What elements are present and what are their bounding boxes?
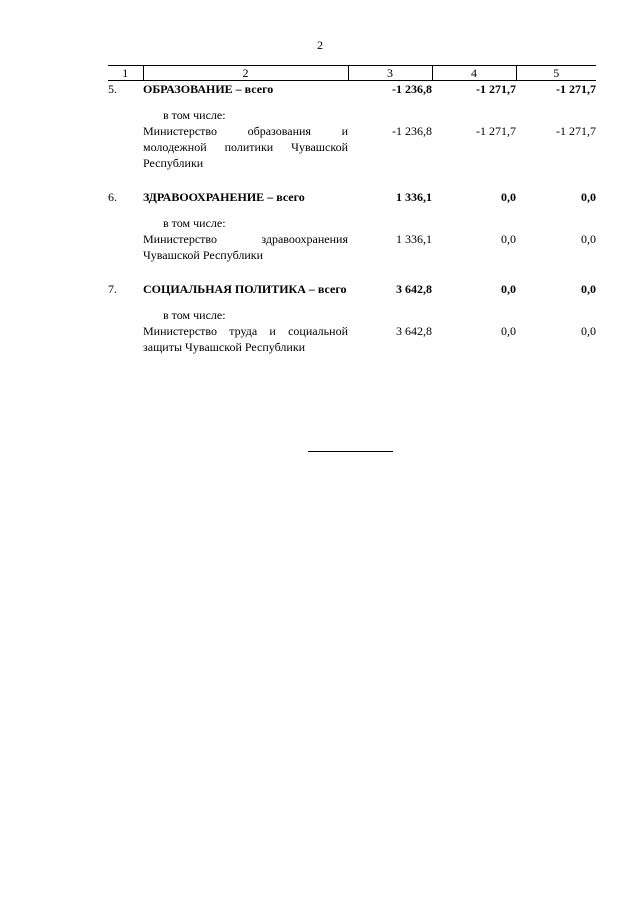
ministry-value-4: -1 271,7 (476, 124, 516, 138)
header-col-3: 3 (348, 66, 432, 81)
section-value-3: 1 336,1 (396, 190, 432, 204)
section-title: ОБРАЗОВАНИЕ – всего (143, 82, 274, 96)
header-col-2: 2 (143, 66, 348, 81)
ministry-name: Министерство здравоохранения Чувашской Республики (143, 232, 348, 262)
sub-label-row (108, 107, 596, 123)
section-row (108, 281, 596, 297)
section-index: 6. (108, 190, 117, 204)
section-value-3: 3 642,8 (396, 282, 432, 296)
section-index: 5. (108, 82, 117, 96)
ministry-value-3: 3 642,8 (396, 324, 432, 338)
section-value-5: 0,0 (581, 282, 596, 296)
sub-label-row (108, 215, 596, 231)
section-title: ЗДРАВООХРАНЕНИЕ – всего (143, 190, 305, 204)
section-row (108, 81, 596, 98)
header-col-4: 4 (432, 66, 516, 81)
ministry-name: Министерство труда и социальной защиты Чувашской Республики (143, 324, 348, 354)
header-row (108, 66, 596, 81)
ministry-value-5: -1 271,7 (556, 124, 596, 138)
sub-label-row (108, 307, 596, 323)
ministry-name: Министерство образования и молодежной политики Чувашской Республики (143, 124, 348, 170)
section-value-5: 0,0 (581, 190, 596, 204)
section-value-4: -1 271,7 (476, 82, 516, 96)
end-rule (308, 451, 393, 452)
ministry-value-3: 1 336,1 (396, 232, 432, 246)
sub-label: в том числе: (163, 308, 226, 322)
ministry-row (108, 231, 596, 263)
section-value-4: 0,0 (501, 282, 516, 296)
ministry-value-4: 0,0 (501, 232, 516, 246)
section-title: СОЦИАЛЬНАЯ ПОЛИТИКА – всего (143, 282, 347, 296)
section-value-5: -1 271,7 (556, 82, 596, 96)
sub-label: в том числе: (163, 216, 226, 230)
header-col-5: 5 (516, 66, 596, 81)
ministry-row (108, 323, 596, 355)
ministry-value-3: -1 236,8 (392, 124, 432, 138)
sub-label: в том числе: (163, 108, 226, 122)
section-row (108, 189, 596, 205)
ministry-row (108, 123, 596, 171)
header-col-1: 1 (108, 66, 143, 81)
ministry-value-5: 0,0 (581, 324, 596, 338)
ministry-value-5: 0,0 (581, 232, 596, 246)
section-value-4: 0,0 (501, 190, 516, 204)
section-index: 7. (108, 282, 117, 296)
section-value-3: -1 236,8 (392, 82, 432, 96)
budget-table (108, 65, 596, 355)
page-number: 2 (317, 38, 323, 52)
ministry-value-4: 0,0 (501, 324, 516, 338)
